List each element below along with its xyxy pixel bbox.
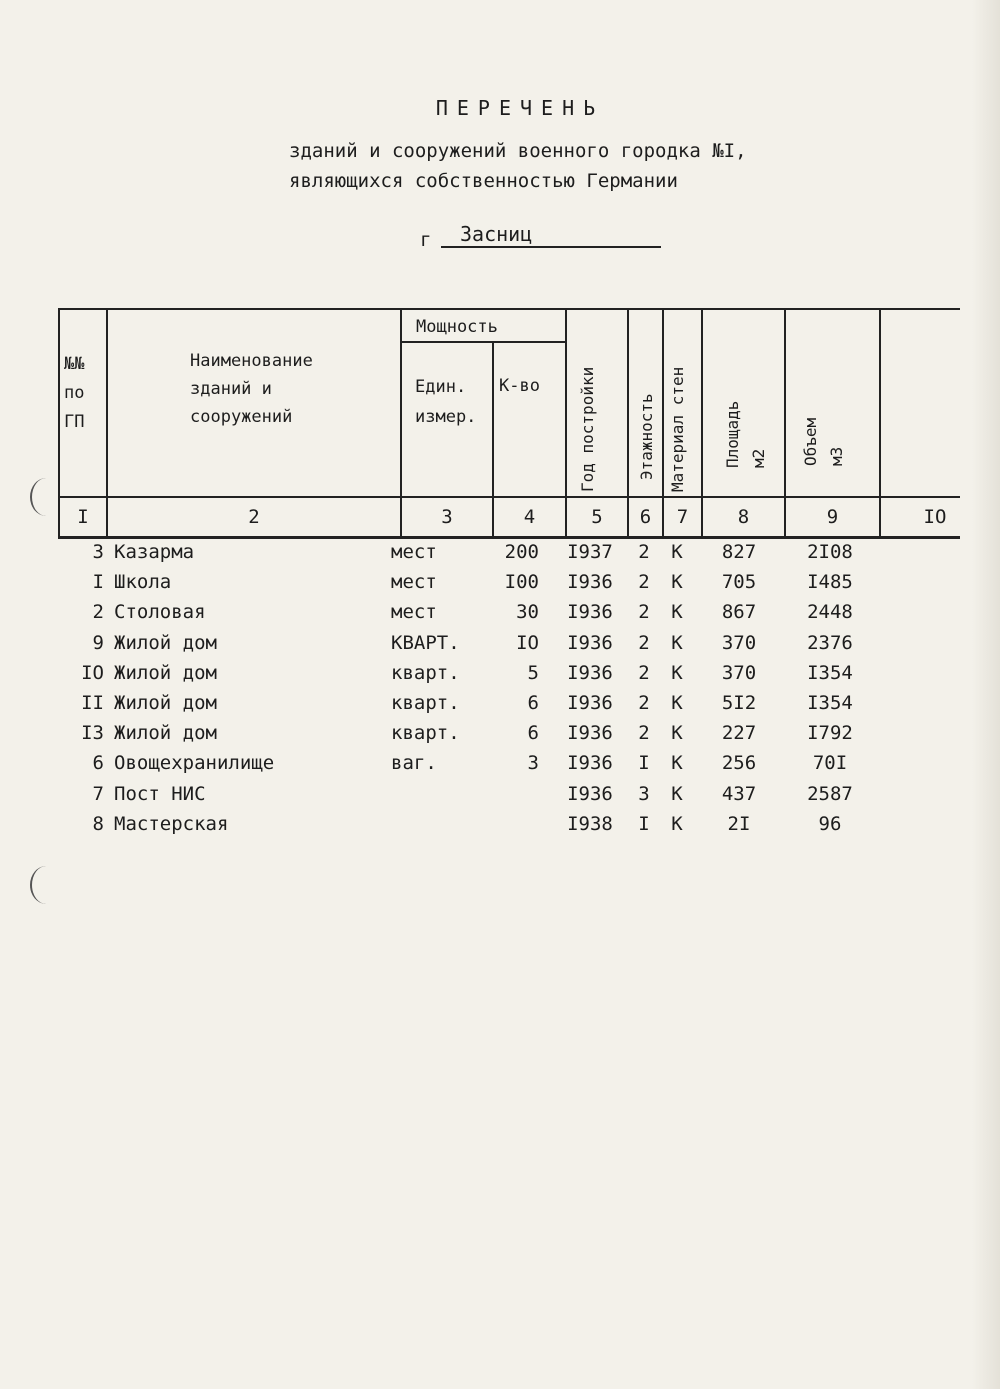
row-name: Жилой дом — [114, 722, 217, 744]
row-unit: кварт. — [391, 662, 460, 684]
row-area: 370 — [721, 632, 757, 654]
column-number: 2 — [248, 506, 260, 528]
row-quantity: 200 — [504, 541, 539, 563]
row-unit: мест — [391, 541, 437, 563]
column-number: IO — [923, 506, 947, 528]
row-name: Столовая — [114, 601, 206, 623]
row-year: I936 — [567, 752, 613, 774]
row-floors: 2 — [638, 722, 650, 744]
row-area: 867 — [721, 601, 757, 623]
row-floors: 2 — [638, 692, 650, 714]
row-floors: 2 — [638, 662, 650, 684]
row-year: I936 — [567, 783, 613, 805]
row-floors: 2 — [638, 632, 650, 654]
row-year: I936 — [567, 692, 613, 714]
vline — [58, 308, 60, 538]
numbers-bottom-line — [58, 536, 960, 539]
row-floors: 2 — [638, 571, 650, 593]
city-name: Засниц — [460, 222, 533, 246]
row-number: 6 — [92, 752, 104, 774]
row-quantity: 30 — [516, 601, 539, 623]
row-volume: I354 — [807, 662, 853, 684]
row-name: Жилой дом — [114, 662, 217, 684]
row-quantity: 5 — [527, 662, 539, 684]
header-power: Мощность — [416, 317, 498, 337]
row-floors: I — [638, 752, 650, 774]
vline — [400, 308, 402, 538]
document-title: ПЕРЕЧЕНЬ — [435, 96, 605, 120]
punch-hole-bottom — [30, 866, 62, 904]
row-volume: I485 — [807, 571, 853, 593]
row-year: I936 — [567, 722, 613, 744]
row-floors: 2 — [638, 541, 650, 563]
header-number: №№ по ГП — [64, 354, 85, 432]
row-volume: I354 — [807, 692, 853, 714]
row-number: 9 — [92, 632, 104, 654]
row-number: 8 — [92, 813, 104, 835]
row-unit: кварт. — [391, 692, 460, 714]
row-number: 7 — [92, 783, 104, 805]
column-number: I — [77, 506, 89, 528]
row-floors: 2 — [638, 601, 650, 623]
row-number: 3 — [92, 541, 104, 563]
row-volume: 2I08 — [807, 541, 853, 563]
row-material: К — [671, 752, 683, 774]
row-year: I936 — [567, 601, 613, 623]
vline — [784, 308, 786, 538]
column-number: 5 — [591, 506, 603, 528]
vline — [106, 308, 108, 538]
row-number: I — [92, 571, 104, 593]
row-name: Казарма — [114, 541, 195, 563]
row-unit: кварт. — [391, 722, 460, 744]
row-area: 705 — [721, 571, 757, 593]
row-floors: I — [638, 813, 650, 835]
vline — [627, 308, 629, 538]
row-name: Овощехранилище — [114, 752, 275, 774]
column-number: 6 — [639, 506, 652, 528]
row-quantity: IO — [516, 632, 539, 654]
row-unit: мест — [391, 601, 437, 623]
row-unit: ваг. — [391, 752, 437, 774]
row-material: К — [671, 601, 683, 623]
header-name: Наименование зданий и сооружений — [190, 351, 313, 427]
row-quantity: 6 — [527, 692, 539, 714]
header-material: Материал стен — [668, 366, 687, 492]
row-name: Жилой дом — [114, 692, 217, 714]
row-year: I936 — [567, 571, 613, 593]
row-year: I936 — [567, 662, 613, 684]
header-year: Год постройки — [578, 366, 597, 492]
row-material: К — [671, 722, 683, 744]
column-number: 7 — [676, 506, 689, 528]
row-area: 227 — [721, 722, 757, 744]
row-volume: 96 — [818, 813, 842, 835]
row-material: К — [671, 783, 683, 805]
row-name: Пост НИС — [114, 783, 206, 805]
column-number: 3 — [441, 506, 453, 528]
row-name: Жилой дом — [114, 632, 217, 654]
row-material: К — [671, 632, 683, 654]
row-material: К — [671, 541, 683, 563]
row-material: К — [671, 571, 683, 593]
row-quantity: 6 — [527, 722, 539, 744]
header-volume: Объем м3 — [801, 417, 846, 466]
row-area: 437 — [721, 783, 757, 805]
table-top-line — [58, 308, 960, 310]
vline — [701, 308, 703, 538]
column-number: 9 — [826, 506, 839, 528]
row-volume: 2587 — [807, 783, 853, 805]
vline — [662, 308, 664, 538]
row-volume: 2376 — [807, 632, 853, 654]
row-unit: мест — [391, 571, 437, 593]
row-volume: 70I — [812, 752, 848, 774]
row-year: I938 — [567, 813, 613, 835]
column-number: 4 — [523, 506, 536, 528]
row-number: I3 — [81, 722, 104, 744]
column-number: 8 — [737, 506, 750, 528]
row-material: К — [671, 813, 683, 835]
vline — [879, 308, 881, 538]
row-name: Школа — [114, 571, 172, 593]
row-quantity: 3 — [527, 752, 539, 774]
header-unit: Един. измер. — [415, 377, 477, 427]
vline — [565, 308, 567, 538]
page-edge — [972, 0, 1000, 1389]
row-area: 256 — [721, 752, 757, 774]
row-material: К — [671, 662, 683, 684]
row-year: I936 — [567, 632, 613, 654]
row-area: 5I2 — [721, 692, 757, 714]
row-unit: КВАРТ. — [391, 632, 460, 654]
row-name: Мастерская — [114, 813, 229, 835]
header-quantity: К-во — [499, 376, 540, 396]
document-subtitle-line1: зданий и сооружений военного городка №I, — [289, 140, 747, 162]
row-floors: 3 — [638, 783, 650, 805]
document-subtitle-line2: являющихся собственностью Германии — [289, 170, 678, 192]
row-year: I937 — [567, 541, 613, 563]
row-area: 827 — [721, 541, 757, 563]
header-bottom-line — [58, 496, 960, 498]
row-material: К — [671, 692, 683, 714]
row-area: 370 — [721, 662, 757, 684]
row-number: II — [81, 692, 104, 714]
header-floors: Этажность — [637, 393, 656, 480]
header-area: Площадь м2 — [723, 400, 768, 468]
row-number: 2 — [92, 601, 104, 623]
city-underline — [441, 246, 661, 248]
row-number: IO — [81, 662, 104, 684]
row-quantity: I00 — [504, 571, 539, 593]
city-prefix: г — [420, 229, 432, 251]
row-volume: I792 — [807, 722, 853, 744]
row-volume: 2448 — [807, 601, 853, 623]
row-area: 2I — [727, 813, 751, 835]
